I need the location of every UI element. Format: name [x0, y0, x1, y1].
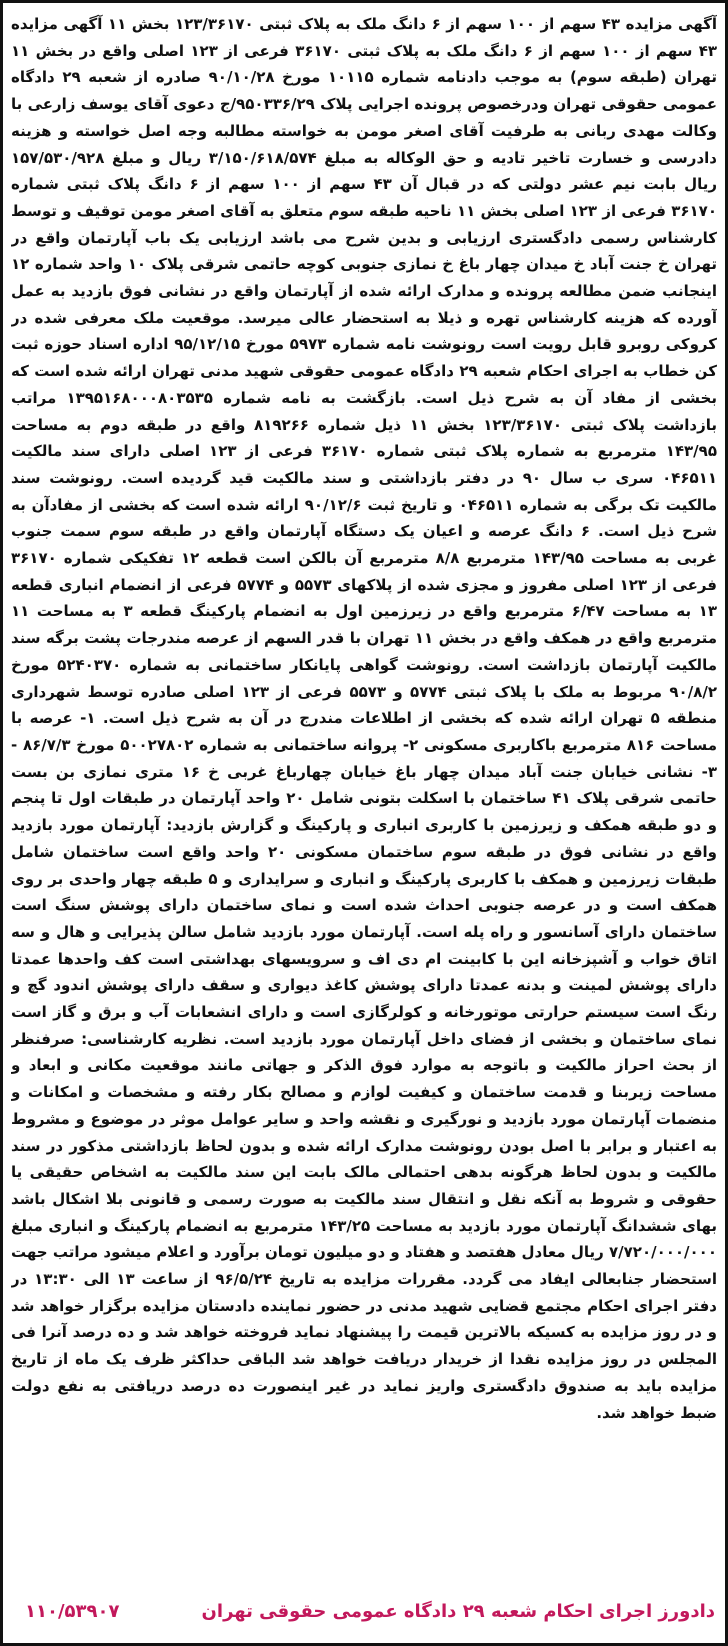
- notice-footer: [11, 1595, 717, 1627]
- issuer-signature: دادورز اجرای احکام شعبه ۲۹ دادگاه عمومی حقوقی تهران: [201, 1600, 715, 1622]
- notice-body-text: آگهی مزایده ۴۳ سهم از ۱۰۰ سهم از ۶ دانگ ملک به پلاک ثبتی ۱۲۳/۳۶۱۷۰ بخش ۱۱ آگهی مزایده ۴۳ سهم از ۱۰۰ سهم از ۶ دانگ ملک به پلاک ثبتی ۳۶۱۷۰ فرعی از ۱۲۳ اصلی واقع در بخش ۱۱ تهران (طبقه سوم) به موجب دادنامه شماره ۱۰۱۱۵ مورخ ۹۰/۱۰/۲۸ صادره از شعبه ۲۹ دادگاه عمومی حقوقی تهران ودرخصوص پرونده اجرایی پلاک ۹۵۰۳۳۶/۲۹/ج دعوی آقای یوسف زارعی با وکالت مهدی ربانی به طرفیت آقای اصغر مومن به خواسته مطالبه وجه اصل خواسته و هزینه دادرسی و خسارت تاخیر تادیه و حق الوکاله به مبلغ ۳/۱۵۰/۶۱۸/۵۷۴ ریال و مبلغ ۱۵۷/۵۳۰/۹۲۸ ریال بابت نیم عشر دولتی که در قبال آن ۴۳ سهم از ۱۰۰ سهم از ۶ دانگ پلاک ثبتی شماره ۳۶۱۷۰ فرعی از ۱۲۳ اصلی بخش ۱۱ ناحیه طبقه سوم متعلق به آقای اصغر مومن توقیف و توسط کارشناس رسمی دادگستری ارزیابی و بدین شرح می باشد ارزیابی یک باب آپارتمان واقع در تهران خ جنت آباد خ میدان چهار باغ خ نمازی جنوبی کوچه حاتمی شرقی پلاک ۱۰ واحد شماره ۱۲ اینجانب ضمن مطالعه پرونده و مدارک ارائه شده از آپارتمان واقع در نشانی فوق بازدید به عمل آورده که هزینه کارشناس تهره و ذیلا به استحضار عالی میرسد. موقعیت ملک معرفی شده در کروکی روبرو قابل رویت است رونوشت نامه شماره ۵۹۷۳ مورخ ۹۵/۱۲/۱۵ اداره اسناد حوزه ثبت کن خطاب به اجرای احکام شعبه ۲۹ دادگاه عمومی حقوقی شهید مدنی تهران ارائه شده است که بخشی از مفاد آن به شرح ذیل است. بازگشت به نامه شماره ۱۳۹۵۱۶۸۰۰۰۸۰۳۵۳۵ مراتب بازداشت پلاک ثبتی ۱۲۳/۳۶۱۷۰ بخش ۱۱ ذیل شماره ۸۱۹۲۶۶ واقع در طبقه دوم به مساحت ۱۴۳/۹۵ مترمربع به شماره پلاک ثبتی شماره ۳۶۱۷۰ فرعی از ۱۲۳ اصلی دارای سند مالکیت ۰۴۶۵۱۱ سری ب سال ۹۰ در دفتر بازداشتی و سند مالکیت قید گردیده است. رونوشت سند مالکیت تک برگی به شماره ۰۴۶۵۱۱ و تاریخ ثبت ۹۰/۱۲/۶ ارائه شده است که بخشی از مفادآن به شرح ذیل است. ۶ دانگ عرصه و اعیان یک دستگاه آپارتمان واقع در طبقه سوم سمت جنوب غربی به مساحت ۱۴۳/۹۵ مترمربع ۸/۸ مترمربع آن بالکن است قطعه ۱۲ تفکیکی شماره ۳۶۱۷۰ فرعی از ۱۲۳ اصلی مفروز و مجزی شده از پلاکهای ۵۵۷۳ و ۵۷۷۴ فرعی از انضمام انباری قطعه ۱۳ به مساحت ۶/۴۷ مترمربع واقع در زیرزمین اول به انضمام پارکینگ قطعه ۳ به مساحت ۱۱ مترمربع واقع در همکف واقع در بخش ۱۱ تهران با قدر السهم از عرصه مندرجات پشت برگه سند مالکیت آپارتمان بازداشت است. رونوشت گواهی پایانکار ساختمانی به شماره ۵۲۴۰۳۷۰ مورخ ۹۰/۸/۲ مربوط به ملک با پلاک ثبتی ۵۷۷۴ و ۵۵۷۳ فرعی از ۱۲۳ اصلی صادره توسط شهرداری منطقه ۵ تهران ارائه شده که بخشی از اطلاعات مندرج در آن به شرح ذیل است. ۱- عرصه با مساحت ۸۱۶ مترمربع باکاربری مسکونی ۲- پروانه ساختمانی به شماره ۵۰۰۲۷۸۰۲ مورخ ۸۶/۷/۳ - ۳- نشانی خیابان جنت آباد میدان چهار باغ خیابان چهارباغ غربی خ ۱۶ متری نمازی بن بست حاتمی شرقی پلاک ۴۱ ساختمان با اسکلت بتونی شامل ۲۰ واحد آپارتمان در طبقات اول تا پنجم و دو طبقه همکف و زیرزمین با کاربری انباری و پارکینگ و گزارش بازدید: آپارتمان مورد بازدید واقع در نشانی فوق در طبقه سوم ساختمان مسکونی ۲۰ واحد واقع است ساختمان شامل طبقات زیرزمین و همکف با کاربری پارکینگ و انباری و سرایداری و ۵ طبقه چهار واحدی بر روی همکف است و در عرصه جنوبی احداث شده است و نمای ساختمان دارای پوشش سنگ است ساختمان دارای آسانسور و راه پله است. آپارتمان مورد بازدید شامل سالن پذیرایی و هال و سه اتاق خواب و آشپزخانه این با کابینت ام دی اف و سرویسهای بهداشتی است کف واحدها عمدتا دارای پوشش لمینت و بدنه عمدتا دارای پوشش کاغذ دیواری و سقف دارای پوشش اندود گچ و رنگ است سیستم حرارتی موتورخانه و کولرگازی است و دارای انشعابات آب و برق و گاز است نمای ساختمان و بخشی از فضای داخل آپارتمان مورد بازدید است. نظریه کارشناسی: صرفنظر از بحث احراز مالکیت و باتوجه به موارد فوق الذکر و جهاتی مانند موقعیت مکانی و ابعاد و مساحت زیربنا و قدمت ساختمان و کیفیت لوازم و مصالح بکار رفته و مشخصات و امکانات و منضمات آپارتمان مورد بازدید و نورگیری و نقشه واحد و سایر عوامل موثر در موضوع و مشروط به اعتبار و برابر با اصل بودن رونوشت مدارک ارائه شده و بدون لحاظ بازداشتی مذکور در سند مالکیت و بدون لحاظ هرگونه بدهی احتمالی مالک بابت این سند مالکیت به اشخاص حقیقی یا حقوقی و شروط به آنکه نقل و انتقال سند مالکیت به صورت رسمی و قانونی بلا اشکال باشد بهای ششدانگ آپارتمان مورد بازدید به مساحت ۱۴۳/۲۵ مترمربع به انضمام پارکینگ و انباری مبلغ ۷/۷۲۰/۰۰۰/۰۰۰ ریال معادل هفتصد و هفتاد و دو میلیون تومان برآورد و اعلام میشود مراتب جهت استحضار جنابعالی ایفاد می گردد. مقررات مزایده به تاریخ ۹۶/۵/۲۴ از ساعت ۱۳ الی ۱۳:۳۰ در دفتر اجرای احکام مجتمع قضایی شهید مدنی در حضور نماینده دادستان مزایده برگزار خواهد شد و در روز مزایده به کسیکه بالاترین قیمت را پیشنهاد نماید فروخته خواهد شد و ده درصد آنرا فی المجلس در روز مزایده نقدا از خریدار دریافت خواهد شد الباقی حداکثر ظرف یک ماه از تاریخ مزایده باید به صندوق دادگستری واریز نماید در غیر اینصورت ده درصد دریافتی به نفع دولت ضبط خواهد شد.: [11, 15, 717, 1422]
- notice-code: ۱۱۰/۵۳۹۰۷: [25, 1600, 120, 1622]
